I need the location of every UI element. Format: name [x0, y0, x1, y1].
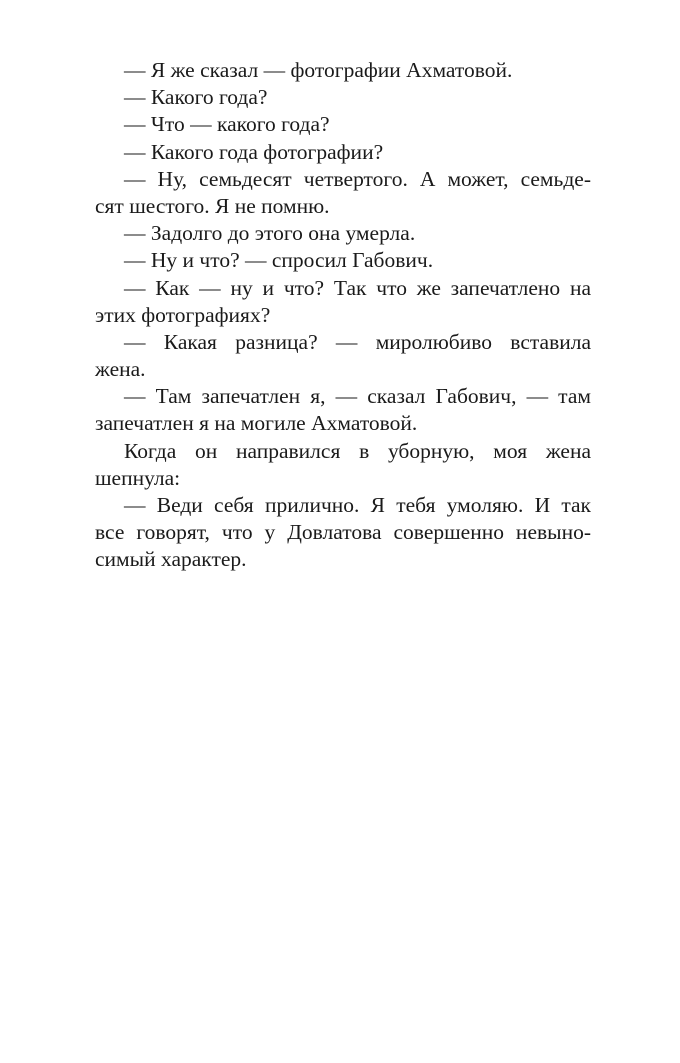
text-line: жена.: [95, 357, 146, 382]
text-line: все говорят, что у Довлатова совершенно невыно-: [95, 520, 591, 545]
text-line: — Задолго до этого она умерла.: [124, 221, 416, 246]
document-page: [95, 57, 591, 574]
text-line: шепнула:: [95, 465, 181, 490]
text-line: запечатлен я на могиле Ахматовой.: [95, 411, 418, 436]
text-line: этих фотографиях?: [95, 302, 271, 327]
text-line: сят шестого. Я не помню.: [95, 193, 330, 218]
text-line: — Там запечатлен я, — сказал Габович, — там: [124, 384, 591, 409]
text-line: — Ну, семьдесят четвертого. А может, семьде-: [124, 166, 591, 191]
text-line: симый характер.: [95, 547, 247, 572]
text-line: — Какого года?: [124, 85, 268, 110]
text-line: — Какая разница? — миролюбиво вставила: [124, 329, 591, 354]
text-line: Когда он направился в уборную, моя жена: [124, 438, 591, 463]
text-line: — Какого года фотографии?: [124, 139, 384, 164]
text-line: — Я же сказал — фотографии Ахматовой.: [124, 58, 513, 82]
text-line: — Что — какого года?: [124, 112, 330, 137]
text-line: — Веди себя прилично. Я тебя умоляю. И так: [124, 493, 591, 517]
text-line: — Как — ну и что? Так что же запечатлено на: [124, 275, 591, 300]
text-line: — Ну и что? — спросил Габович.: [124, 248, 434, 273]
